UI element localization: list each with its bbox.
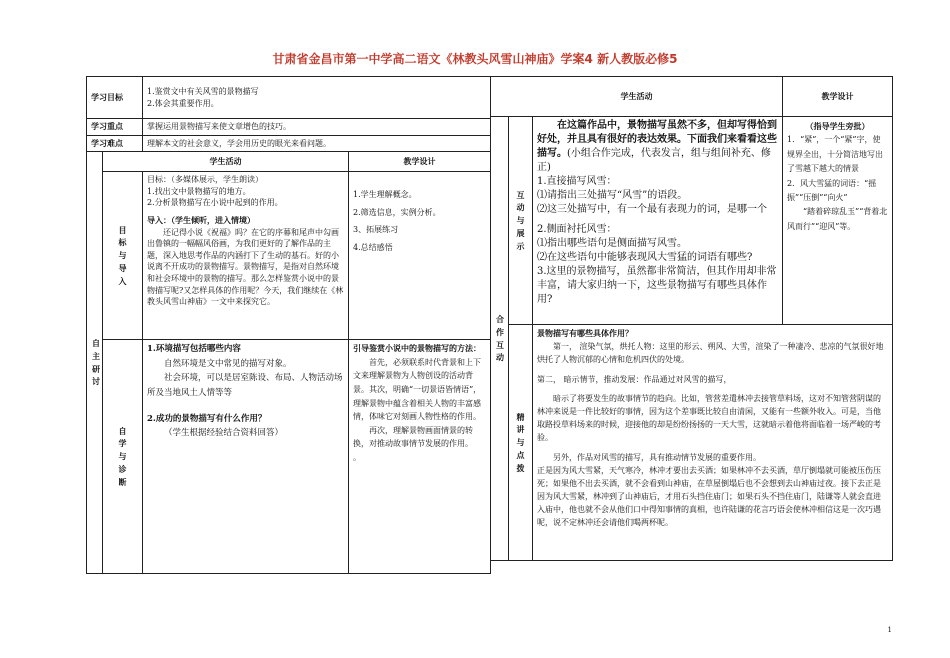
method-para: 再次，理解景物画面情景的转换，对推动故事情节发展的作用。 — [353, 425, 473, 449]
design-step: 1.学生理解概念。 — [353, 190, 417, 200]
goal-list — [143, 77, 491, 119]
difficulty-text: 理解本文的社会意义，学会用历史的眼光来看问题。 — [143, 135, 491, 152]
design-point: “踏着碎琼乱玉”“背着北风而行”“迎风”等。 — [787, 207, 888, 231]
annotate-note: （指导学生旁批） — [805, 121, 870, 131]
goal-label: 学习目标 — [87, 77, 143, 119]
goal-item: 1.鉴赏文中有关风雪的景物描写 — [147, 86, 259, 96]
explain-heading: 景物描写有哪些具体作用？ — [537, 328, 633, 338]
method-end-mark: 。 — [353, 452, 361, 462]
col-student-activity: 学生活动 — [491, 77, 783, 117]
explain-para: 正是因为风大雪紧，天气寒冷，林冲才要出去买酒；如果林冲不去买酒，草厅倒塌就可能被压伤压死；如果他不出去买酒，就不会看到山神庙，在草屋倒塌后也不会想到去山神庙过夜。接下去正是因为风大雪紧，林冲到了山神庙后，才用石头挡住庙门；如果石头不挡住庙门，陆谦等人就会直进入庙中，他也就不会从他们口中得知事情的真相，也许陆谦的花言巧语会使林冲相信这是一次巧遇呢，说不定林冲还会请他们喝两杯呢。 — [537, 465, 881, 528]
explain-para: 第二， 暗示情节，推动发展：作品通过对风雪的描写， — [537, 374, 732, 384]
task-item: ⑵这三处描写中，有一个最有表现力的词，是哪一个 — [537, 204, 767, 215]
intro-paragraph: 还记得小说《祝福》吗？在它的序幕和尾声中勾画出鲁镇的一幅幅风俗画，为我们更好的了解作品的主题，深入地思考作品的内涵打下了生动的基石。好的小说离不开成功的景物描写。景物描写，是指对自然环境和社会环境中的景物的描写。那么怎样鉴赏小说中的景物描写呢?又怎样具体的作用呢？今天，我们继续在《林教头风雪山神庙》一文中来探究它。 — [147, 227, 344, 307]
col-teaching-design: 教学设计 — [349, 152, 491, 172]
method-para: 首先，必须联系时代背景和上下文来理解景物为人物创设的活动背景。其次，明确“一切景语皆情语”，理解景物中蕴含着相关人物的丰富感情，体味它对刻画人物性格的作用。 — [353, 357, 482, 422]
explain-para: 暗示了将要发生的故事情节的趋向。比如，管营差遣林冲去接管草料场，这对不知管营阴谋的林冲来说是一件比较好的事情，因为这个差事既比较自由清闲，又能有一些额外收入。可是，当他取路投草料场来的时候，迎接他的却是纷纷扬扬的一天大雪，这就暗示着他将面临着一场严峻的考验。 — [537, 393, 881, 443]
interact-show-student — [533, 117, 783, 325]
intro-heading: 导入：（学生倾听，进入情境） — [147, 214, 255, 225]
col-student-activity: 学生活动 — [103, 152, 349, 172]
row-label-self-diagnose: 自学与诊断 — [103, 340, 143, 574]
page-number: 1 — [887, 626, 892, 634]
design-step: 3、拓展练习 — [353, 225, 399, 235]
difficulty-label: 学习难点 — [87, 135, 143, 152]
task-item: 2.侧面衬托风雪： — [537, 224, 617, 235]
document-title: 甘肃省金昌市第一中学高二语文《林教头风雪山神庙》学案4 新人教版必修5 — [272, 52, 678, 66]
row-label-goal-intro: 目标与导入 — [103, 172, 143, 340]
env-heading: 1.环境描写包括哪些内容 — [147, 344, 241, 355]
row-label-explain: 精讲与点拨 — [509, 325, 533, 561]
task-item: ⑵在这些语句中能够表现风大雪猛的词语有哪些? — [537, 252, 753, 263]
goal-item: 2.体会其重要作用。 — [147, 98, 219, 108]
col-teaching-design: 教学设计 — [783, 77, 893, 117]
key-label: 学习重点 — [87, 119, 143, 136]
self-diagnose-student — [143, 340, 349, 574]
section-cooperation: 合作互动 — [491, 117, 509, 561]
objective-heading: 目标：（多媒体展示，学生朗读） — [147, 175, 263, 185]
section-self-study: 自主研讨 — [87, 152, 103, 574]
env-natural: 自然环境是文中常见的描写对象。 — [164, 358, 292, 369]
objective-item: 2.分析景物描写在小说中起到的作用。 — [147, 198, 283, 208]
goal-intro-design — [349, 172, 491, 340]
objective-item: 1.找出文中景物描写的地方。 — [147, 186, 251, 196]
task-item: ⑴指出哪些语句是侧面描写风雪。 — [537, 238, 687, 249]
task-item: ⑴请指出三处描写“风雪”的语段。 — [537, 190, 688, 201]
interact-show-design — [783, 117, 893, 325]
lead-bold: 在这篇作品中，景物描写虽然不多，但却写得恰到好处，并且具有很好的表达效果。下面我们来看看这些描写。 — [537, 120, 777, 159]
explain-para: 另外，作品对风雪的描写，具有推动情节发展的重要作用。 — [553, 452, 761, 462]
row-label-interact-show: 互动与展示 — [509, 117, 533, 325]
goal-intro-student — [143, 172, 349, 340]
lead-note: (小组合作完成，代表发言，组与组间补充、修正) — [537, 148, 771, 173]
design-point: 2．风大雪猛的词语：“摇振”“压倒”“向火” — [787, 178, 877, 202]
explain-content — [533, 325, 893, 561]
left-lesson-table — [86, 76, 491, 574]
design-point: 1．“紧”，一个“紧”字，使规界全出，十分简洁地写出了雪越下越大的情景 — [787, 135, 884, 174]
effect-heading: 2.成功的景物描写有什么作用？ — [147, 413, 267, 424]
design-step: 4.总结感悟 — [353, 242, 393, 252]
key-text: 掌握运用景物描写来使文章增色的技巧。 — [143, 119, 491, 136]
self-diagnose-design — [349, 340, 491, 574]
effect-note: （学生根据经验结合资料回答） — [164, 428, 284, 439]
method-heading: 引导鉴赏小说中的景物描写的方法： — [353, 343, 481, 354]
task-item: 1.直接描写风雪： — [537, 176, 617, 187]
task-item: 3.这里的景物描写，虽然都非常简洁，但其作用却非常丰富，请大家归纳一下，这些景物描写有哪些具体作用? — [537, 266, 777, 305]
explain-para: 第一， 渲染气氛，烘托人物：这里的形云、朔风、大雪，渲染了一种凄冷、悲凉的气氛很好地烘托了人物沉郁的心情和危机四伏的处境。 — [537, 342, 884, 365]
design-step: 2.筛选信息，实例分析。 — [353, 207, 441, 217]
right-lesson-table — [490, 76, 893, 561]
env-social: 社会环境，可以是居室陈设、布局、人物活动场所及当地风土人情等等 — [147, 373, 343, 398]
